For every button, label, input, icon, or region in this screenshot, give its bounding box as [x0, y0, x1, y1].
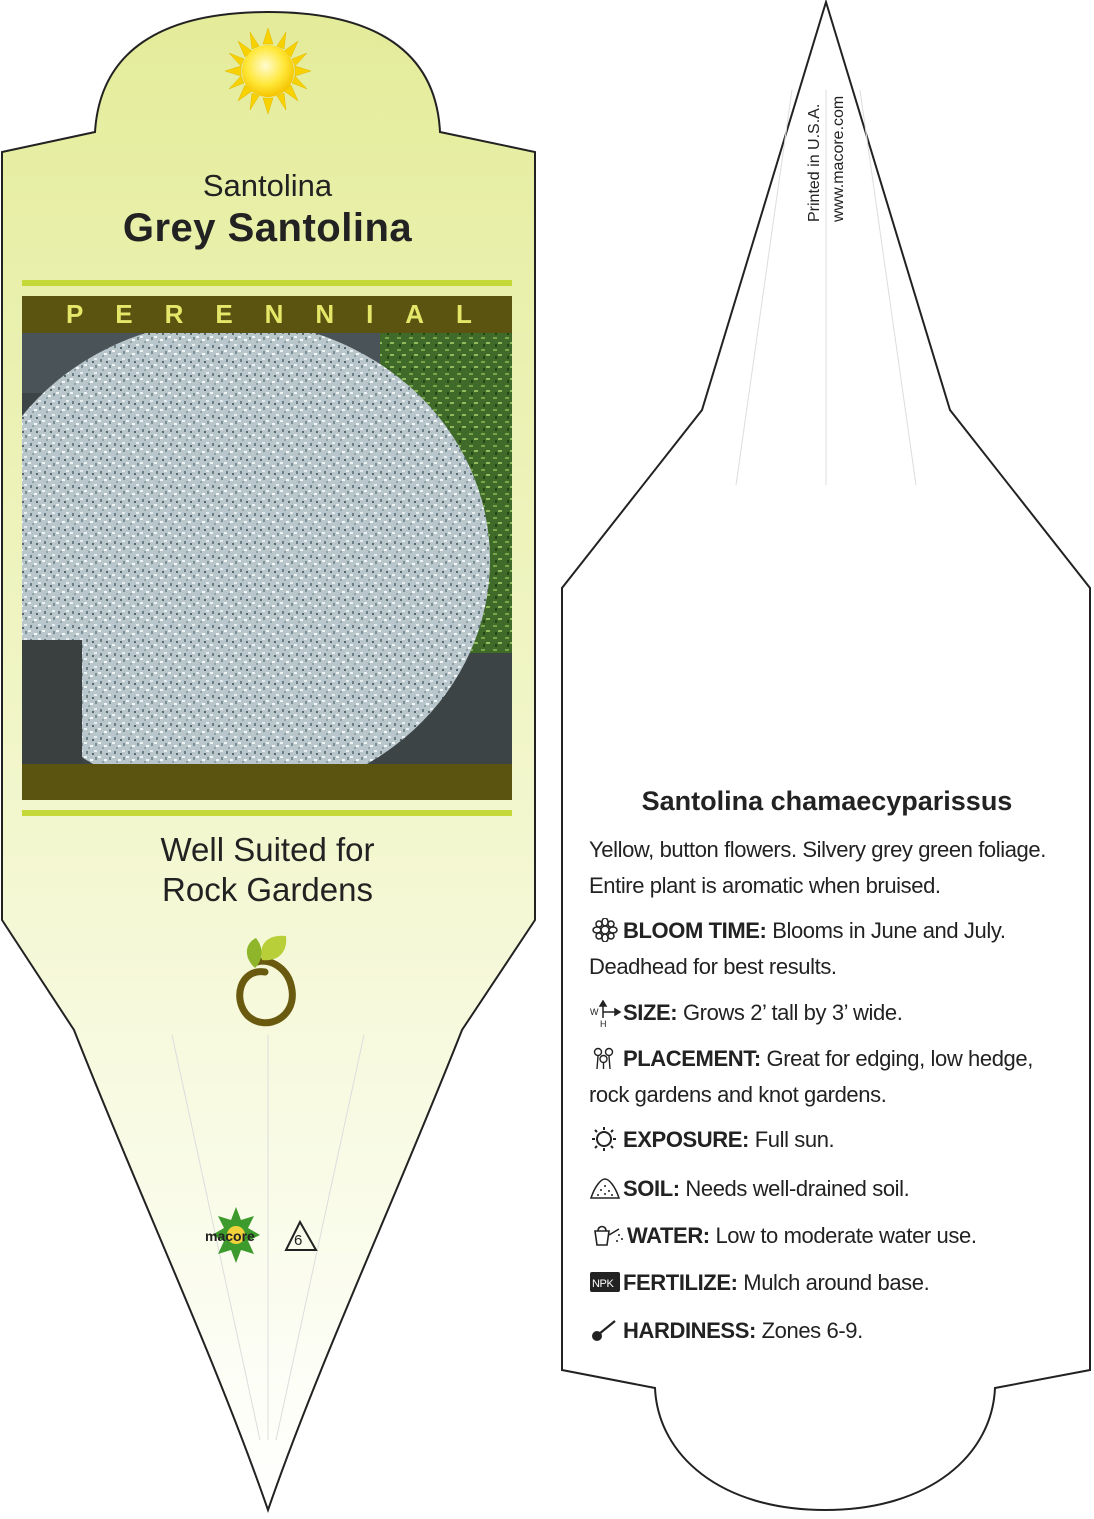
placement-label: PLACEMENT:	[623, 1046, 761, 1071]
soil-text: Needs well-drained soil.	[685, 1176, 910, 1201]
info-soil	[589, 1171, 1074, 1207]
watering-can-icon	[589, 1223, 627, 1249]
bloom-time-label: BLOOM TIME:	[623, 918, 767, 943]
size-label: SIZE:	[623, 1000, 678, 1025]
info-exposure	[589, 1122, 1074, 1158]
npk-icon-text: NPK	[592, 1278, 614, 1290]
plants-icon	[589, 1046, 623, 1070]
size-arrows-icon	[589, 1000, 623, 1028]
category-letter: L	[456, 299, 472, 329]
category-letter: R	[164, 299, 184, 329]
category-letter: N	[315, 299, 335, 329]
printed-line-2: www.macore.com	[830, 95, 847, 222]
recycle-code: 6	[294, 1232, 303, 1249]
flower-icon	[589, 918, 623, 942]
category-letter: E	[215, 299, 233, 329]
category-letter: E	[115, 299, 133, 329]
bloom-time-text: Blooms in June and July. Deadhead for best results.	[589, 918, 1006, 979]
water-label: WATER:	[627, 1223, 710, 1248]
soil-pile-icon	[589, 1176, 623, 1200]
tagline-line-1: Well Suited for	[160, 831, 375, 868]
brand-name: macore	[205, 1228, 255, 1244]
description: Yellow, button flowers. Silvery grey green foliage. Entire plant is aromatic when bruised.	[589, 837, 1046, 898]
tagline-line-2: Rock Gardens	[162, 871, 373, 908]
exposure-label: EXPOSURE:	[623, 1127, 749, 1152]
info-placement	[589, 1041, 1074, 1113]
plant-common-name: Grey Santolina	[122, 206, 413, 250]
exposure-text: Full sun.	[754, 1127, 835, 1152]
size-icon-h: H	[600, 1019, 607, 1028]
printed-line-1: Printed in U.S.A.	[806, 103, 823, 222]
botanical-name: Santolina chamaecyparissus	[641, 786, 1013, 816]
size-text: Grows 2’ tall by 3’ wide.	[682, 1000, 903, 1025]
sun-outline-icon	[589, 1127, 623, 1151]
size-icon-w: W	[590, 1007, 599, 1017]
npk-icon	[589, 1270, 623, 1294]
tagline	[20, 830, 515, 910]
soil-label: SOIL:	[623, 1176, 680, 1201]
thermometer-icon	[589, 1318, 623, 1342]
category-letter: A	[405, 299, 425, 329]
hardiness-text: Zones 6-9.	[761, 1318, 863, 1343]
sun-icon	[225, 28, 311, 114]
info-water	[589, 1218, 1074, 1254]
fertilize-label: FERTILIZE:	[623, 1270, 738, 1295]
info-hardiness	[589, 1313, 1074, 1349]
category-letter: N	[264, 299, 284, 329]
placement-text: Great for edging, low hedge, rock gardens and knot gardens.	[589, 1046, 1033, 1107]
plant-genus: Santolina	[202, 168, 333, 203]
info-size	[589, 995, 1074, 1031]
hardiness-label: HARDINESS:	[623, 1318, 756, 1343]
fertilize-text: Mulch around base.	[743, 1270, 930, 1295]
water-text: Low to moderate water use.	[715, 1223, 977, 1248]
category-letter: I	[366, 299, 374, 329]
category-band	[22, 296, 512, 333]
info-bloom-time	[589, 913, 1074, 985]
category-letter: P	[66, 299, 84, 329]
plant-photo	[0, 320, 512, 800]
info-fertilize	[589, 1265, 1074, 1301]
printed-info	[800, 60, 847, 230]
